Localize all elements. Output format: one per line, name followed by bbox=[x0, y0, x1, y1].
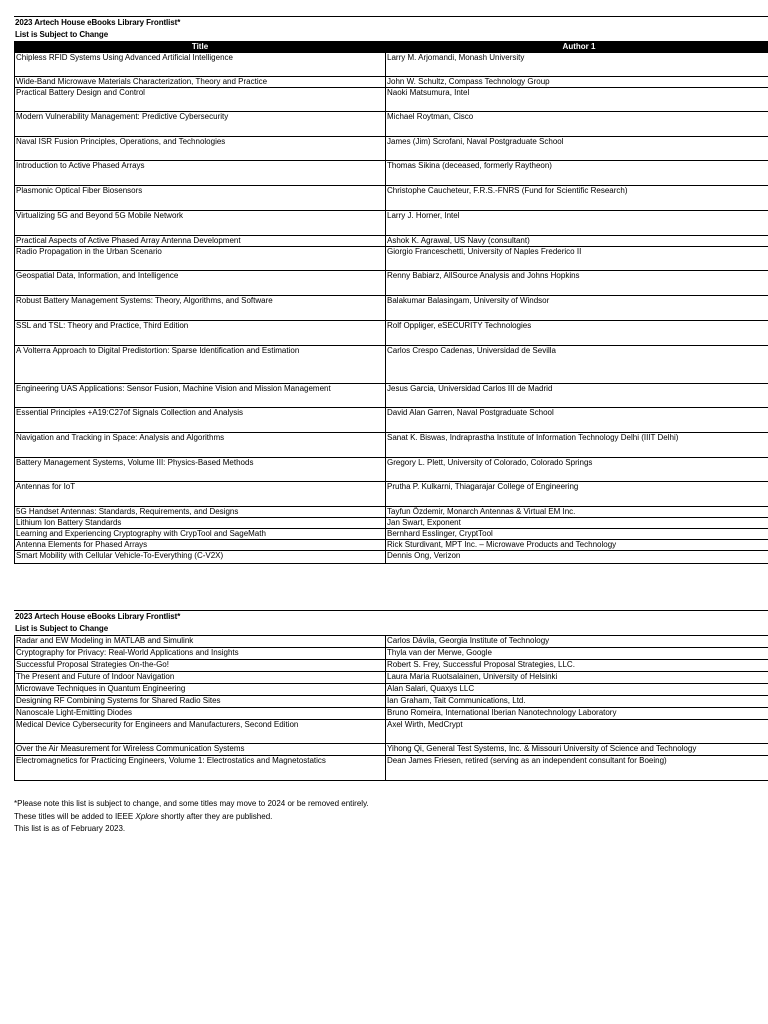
book-title-cell: Smart Mobility with Cellular Vehicle-To-Everything (C-V2X) bbox=[15, 550, 386, 563]
author-cell: Bruno Romeira, International Iberian Nanotechnology Laboratory bbox=[386, 708, 768, 720]
footnote-text: These titles will be added to IEEE bbox=[14, 811, 136, 821]
author-cell: Carlos Crespo Cadenas, Universidad de Sevilla bbox=[386, 345, 768, 383]
author-cell: Alan Salari, Quaxys LLC bbox=[386, 684, 768, 696]
author-cell: Laura Maria Ruotsalainen, University of Helsinki bbox=[386, 672, 768, 684]
book-title-cell: Introduction to Active Phased Arrays bbox=[15, 160, 386, 185]
sheet-title: 2023 Artech House eBooks Library Frontlist* bbox=[15, 612, 181, 621]
book-title-cell: Antennas for IoT bbox=[15, 481, 386, 506]
titles-table bbox=[14, 635, 768, 781]
author-cell: Axel Wirth, MedCrypt bbox=[386, 720, 768, 744]
table-row bbox=[15, 295, 768, 320]
table-row bbox=[15, 136, 768, 160]
author-cell: Dennis Ong, Verizon bbox=[386, 550, 768, 563]
table-row bbox=[15, 481, 768, 506]
title-column-header: Title bbox=[15, 42, 386, 53]
book-title-cell: Geospatial Data, Information, and Intelligence bbox=[15, 270, 386, 295]
table-row bbox=[15, 432, 768, 457]
book-title-cell: A Volterra Approach to Digital Predistortion: Sparse Identification and Estimation bbox=[15, 345, 386, 383]
table-row bbox=[15, 539, 768, 550]
book-title-cell: Lithium Ion Battery Standards bbox=[15, 517, 386, 528]
author-column-header: Author 1 bbox=[386, 42, 768, 53]
book-title-cell: Successful Proposal Strategies On-the-Go! bbox=[15, 660, 386, 672]
author-cell: Christophe Caucheteur, F.R.S.-FNRS (Fund for Scientific Research) bbox=[386, 185, 768, 210]
table-row bbox=[15, 744, 768, 756]
sheet-subtitle: List is Subject to Change bbox=[15, 624, 109, 633]
author-cell: Sanat K. Biswas, Indraprastha Institute of Information Technology Delhi (IIIT Delhi) bbox=[386, 432, 768, 457]
book-title-cell: Over the Air Measurement for Wireless Communication Systems bbox=[15, 744, 386, 756]
book-title-cell: Practical Battery Design and Control bbox=[15, 87, 386, 111]
table-row bbox=[15, 506, 768, 517]
book-title-cell: Plasmonic Optical Fiber Biosensors bbox=[15, 185, 386, 210]
author-cell: Rick Sturdivant, MPT Inc. – Microwave Products and Technology bbox=[386, 539, 768, 550]
author-cell: Gregory L. Plett, University of Colorado, Colorado Springs bbox=[386, 457, 768, 481]
book-title-cell: Radio Propagation in the Urban Scenario bbox=[15, 246, 386, 270]
author-cell: James (Jim) Scrofani, Naval Postgraduate School bbox=[386, 136, 768, 160]
footnote-line bbox=[14, 811, 369, 824]
table-row bbox=[15, 111, 768, 136]
footnote-line: *Please note this list is subject to change, and some titles may move to 2024 or be removed entirely. bbox=[14, 799, 369, 808]
table-row bbox=[15, 457, 768, 481]
table-row bbox=[15, 648, 768, 660]
author-cell: Prutha P. Kulkarni, Thiagarajar College of Engineering bbox=[386, 481, 768, 506]
book-title-cell: Modern Vulnerability Management: Predictive Cybersecurity bbox=[15, 111, 386, 136]
book-title-cell: Practical Aspects of Active Phased Array Antenna Development bbox=[15, 235, 386, 246]
book-title-cell: Designing RF Combining Systems for Shared Radio Sites bbox=[15, 696, 386, 708]
table-row bbox=[15, 550, 768, 563]
table-row bbox=[15, 52, 768, 76]
table-row bbox=[15, 87, 768, 111]
book-title-cell: Essential Principles +A19:C27of Signals Collection and Analysis bbox=[15, 407, 386, 432]
book-title-cell: Chipless RFID Systems Using Advanced Artificial Intelligence bbox=[15, 52, 386, 76]
author-cell: Dean James Friesen, retired (serving as an independent consultant for Boeing) bbox=[386, 756, 768, 781]
table-header-row bbox=[15, 42, 768, 53]
author-cell: Renny Babiarz, AllSource Analysis and Johns Hopkins bbox=[386, 270, 768, 295]
table-row bbox=[15, 383, 768, 407]
book-title-cell: Nanoscale Light-Emitting Diodes bbox=[15, 708, 386, 720]
author-cell: Tayfun Özdemir, Monarch Antennas & Virtual EM Inc. bbox=[386, 506, 768, 517]
frontlist-sheet-2 bbox=[14, 610, 768, 781]
book-title-cell: Navigation and Tracking in Space: Analysis and Algorithms bbox=[15, 432, 386, 457]
table-row bbox=[15, 407, 768, 432]
book-title-cell: Naval ISR Fusion Principles, Operations, and Technologies bbox=[15, 136, 386, 160]
footnote-text: shortly after they are published. bbox=[158, 811, 273, 821]
titles-table bbox=[14, 41, 768, 564]
book-title-cell: Robust Battery Management Systems: Theory, Algorithms, and Software bbox=[15, 295, 386, 320]
author-cell: Ashok K. Agrawal, US Navy (consultant) bbox=[386, 235, 768, 246]
book-title-cell: Battery Management Systems, Volume III: Physics-Based Methods bbox=[15, 457, 386, 481]
table-row bbox=[15, 756, 768, 781]
table-row bbox=[15, 210, 768, 235]
table-row bbox=[15, 185, 768, 210]
author-cell: Naoki Matsumura, Intel bbox=[386, 87, 768, 111]
author-cell: Jesus Garcia, Universidad Carlos III de Madrid bbox=[386, 383, 768, 407]
author-cell: Bernhard Esslinger, CryptTool bbox=[386, 528, 768, 539]
author-cell: Thyla van der Merwe, Google bbox=[386, 648, 768, 660]
author-cell: Larry M. Arjomandi, Monash University bbox=[386, 52, 768, 76]
footnote bbox=[14, 798, 369, 836]
frontlist-sheet-1 bbox=[14, 16, 768, 564]
table-row bbox=[15, 672, 768, 684]
book-title-cell: Wide-Band Microwave Materials Characterization, Theory and Practice bbox=[15, 76, 386, 87]
book-title-cell: SSL and TSL: Theory and Practice, Third Edition bbox=[15, 320, 386, 345]
book-title-cell: Antenna Elements for Phased Arrays bbox=[15, 539, 386, 550]
book-title-cell: Learning and Experiencing Cryptography with CrypTool and SageMath bbox=[15, 528, 386, 539]
sheet-title: 2023 Artech House eBooks Library Frontlist* bbox=[15, 18, 181, 27]
book-title-cell: Radar and EW Modeling in MATLAB and Simulink bbox=[15, 636, 386, 648]
author-cell: Jan Swart, Exponent bbox=[386, 517, 768, 528]
author-cell: Michael Roytman, Cisco bbox=[386, 111, 768, 136]
author-cell: Ian Graham, Tait Communications, Ltd. bbox=[386, 696, 768, 708]
author-cell: Yihong Qi, General Test Systems, Inc. & Missouri University of Science and Technology bbox=[386, 744, 768, 756]
table-row bbox=[15, 696, 768, 708]
book-title-cell: Virtualizing 5G and Beyond 5G Mobile Network bbox=[15, 210, 386, 235]
author-cell: Rolf Oppliger, eSECURITY Technologies bbox=[386, 320, 768, 345]
author-cell: David Alan Garren, Naval Postgraduate School bbox=[386, 407, 768, 432]
book-title-cell: The Present and Future of Indoor Navigation bbox=[15, 672, 386, 684]
author-cell: Robert S. Frey, Successful Proposal Strategies, LLC. bbox=[386, 660, 768, 672]
table-row bbox=[15, 517, 768, 528]
book-title-cell: 5G Handset Antennas: Standards, Requirements, and Designs bbox=[15, 506, 386, 517]
author-cell: Carlos Dávila, Georgia Institute of Technology bbox=[386, 636, 768, 648]
table-row bbox=[15, 660, 768, 672]
book-title-cell: Cryptography for Privacy: Real-World Applications and Insights bbox=[15, 648, 386, 660]
table-row bbox=[15, 320, 768, 345]
author-cell: Balakumar Balasingam, University of Windsor bbox=[386, 295, 768, 320]
table-row bbox=[15, 636, 768, 648]
sheet-subtitle: List is Subject to Change bbox=[15, 30, 109, 39]
table-row bbox=[15, 720, 768, 744]
author-cell: John W. Schultz, Compass Technology Group bbox=[386, 76, 768, 87]
footnote-emphasis: Xplore bbox=[135, 811, 159, 821]
book-title-cell: Electromagnetics for Practicing Engineers, Volume 1: Electrostatics and Magnetostatics bbox=[15, 756, 386, 781]
author-cell: Thomas Sikina (deceased, formerly Raytheon) bbox=[386, 160, 768, 185]
table-row bbox=[15, 246, 768, 270]
book-title-cell: Microwave Techniques in Quantum Engineering bbox=[15, 684, 386, 696]
table-row bbox=[15, 708, 768, 720]
author-cell: Giorgio Franceschetti, University of Naples Frederico II bbox=[386, 246, 768, 270]
table-row bbox=[15, 684, 768, 696]
book-title-cell: Medical Device Cybersecurity for Engineers and Manufacturers, Second Edition bbox=[15, 720, 386, 744]
author-cell: Larry J. Horner, Intel bbox=[386, 210, 768, 235]
table-row bbox=[15, 160, 768, 185]
footnote-line: This list is as of February 2023. bbox=[14, 824, 126, 833]
table-row bbox=[15, 235, 768, 246]
table-row bbox=[15, 270, 768, 295]
table-row bbox=[15, 345, 768, 383]
table-row bbox=[15, 528, 768, 539]
book-title-cell: Engineering UAS Applications: Sensor Fusion, Machine Vision and Mission Management bbox=[15, 383, 386, 407]
table-row bbox=[15, 76, 768, 87]
